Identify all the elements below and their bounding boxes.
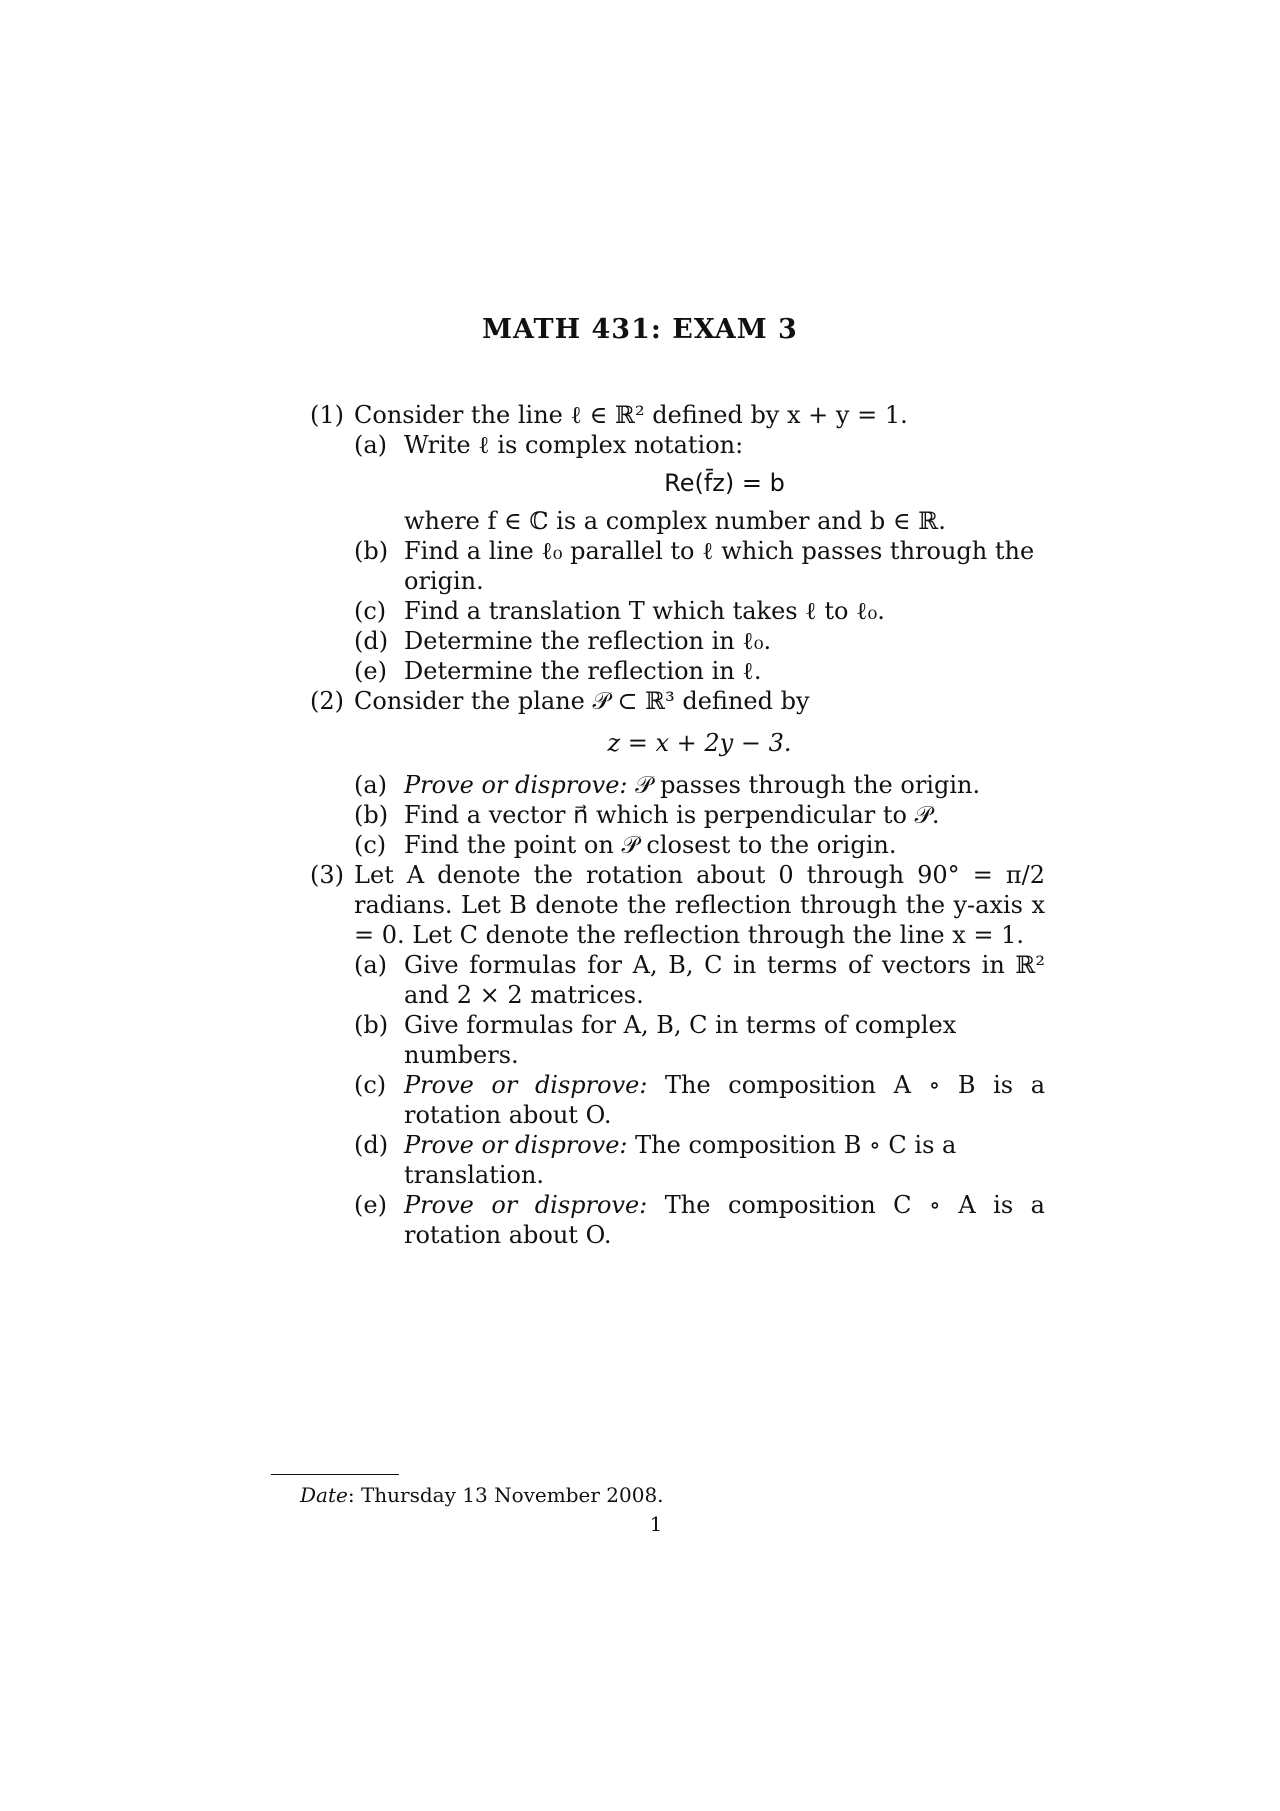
part-text: where f ∈ ℂ is a complex number and b ∈ ℝ. xyxy=(404,507,946,535)
display-equation: z = x + 2y − 3. xyxy=(607,729,792,757)
problem-3-part-e xyxy=(354,1190,1045,1250)
problem-1-part-a-continued xyxy=(354,506,1045,536)
display-equation: Re(f̄z) = b xyxy=(664,469,785,497)
part-label: (c) xyxy=(354,597,387,625)
footnote-colon: : xyxy=(347,1483,361,1507)
part-text: The composition B ∘ C is a translation. xyxy=(404,1131,957,1189)
problem-1-part-c xyxy=(354,596,1045,626)
part-text: Determine the reflection in ℓ. xyxy=(404,657,762,685)
problem-2-part-a xyxy=(354,770,1045,800)
problem-1-part-d xyxy=(354,626,1045,656)
part-label: (d) xyxy=(354,627,389,655)
problem-list xyxy=(310,400,1045,1250)
part-label: (c) xyxy=(354,1071,387,1099)
problem-2 xyxy=(310,686,1045,860)
part-label: (b) xyxy=(354,1011,389,1039)
problem-text: Consider the plane 𝒫 ⊂ ℝ³ defined by xyxy=(354,687,810,715)
problem-3-part-b xyxy=(354,1010,1045,1070)
part-text: The composition C ∘ A is a rotation about O. xyxy=(404,1191,1045,1249)
part-text: Find a line ℓ₀ parallel to ℓ which passes through the origin. xyxy=(404,537,1035,595)
part-text: Find a translation T which takes ℓ to ℓ₀. xyxy=(404,597,885,625)
footnote xyxy=(300,1483,664,1507)
part-label: (a) xyxy=(354,951,388,979)
part-text: Give formulas for A, B, C in terms of complex numbers. xyxy=(404,1011,957,1069)
problem-label: (3) xyxy=(310,861,344,889)
footnote-divider xyxy=(271,1474,399,1475)
part-text: Find the point on 𝒫 closest to the origin. xyxy=(404,831,897,859)
problem-3-part-a xyxy=(354,950,1045,1010)
part-text: Give formulas for A, B, C in terms of vectors in ℝ² and 2 × 2 matrices. xyxy=(404,951,1045,1009)
problem-1-part-e xyxy=(354,656,1045,686)
problem-text: Let A denote the rotation about 0 through 90° = π/2 radians. Let B denote the reflection through the y-axis x = 0. Let C denote the reflection through the line x = 1. xyxy=(354,861,1045,949)
part-text: Determine the reflection in ℓ₀. xyxy=(404,627,772,655)
part-prefix: Prove or disprove: xyxy=(404,1071,648,1099)
part-prefix: Prove or disprove: xyxy=(404,1131,628,1159)
part-label: (b) xyxy=(354,537,389,565)
part-label: (c) xyxy=(354,831,387,859)
problem-1-part-b xyxy=(354,536,1045,596)
problem-3 xyxy=(310,860,1045,1250)
part-text: Find a vector n⃗ which is perpendicular to 𝒫. xyxy=(404,801,940,829)
part-label: (a) xyxy=(354,431,388,459)
part-text: The composition A ∘ B is a rotation about O. xyxy=(404,1071,1046,1129)
problem-3-part-d xyxy=(354,1130,1045,1190)
part-text: 𝒫 passes through the origin. xyxy=(635,771,981,799)
problem-label: (2) xyxy=(310,687,344,715)
footnote-label: Date xyxy=(300,1483,348,1507)
problem-3-part-c xyxy=(354,1070,1045,1130)
problem-label: (1) xyxy=(310,401,344,429)
footnote-text: Thursday 13 November 2008. xyxy=(360,1483,664,1507)
page-number: 1 xyxy=(649,1512,663,1536)
part-label: (e) xyxy=(354,1191,387,1219)
page-title: MATH 431: EXAM 3 xyxy=(482,314,798,345)
part-prefix: Prove or disprove: xyxy=(404,771,628,799)
problem-text: Consider the line ℓ ∈ ℝ² defined by x + y = 1. xyxy=(354,401,908,429)
problem-2-part-c xyxy=(354,830,1045,860)
part-text: Write ℓ is complex notation: xyxy=(404,431,744,459)
part-label: (a) xyxy=(354,771,388,799)
part-label: (b) xyxy=(354,801,389,829)
part-label: (d) xyxy=(354,1131,389,1159)
problem-1-part-a xyxy=(354,430,1045,460)
part-prefix: Prove or disprove: xyxy=(404,1191,648,1219)
problem-1 xyxy=(310,400,1045,686)
part-label: (e) xyxy=(354,657,387,685)
problem-2-part-b xyxy=(354,800,1045,830)
